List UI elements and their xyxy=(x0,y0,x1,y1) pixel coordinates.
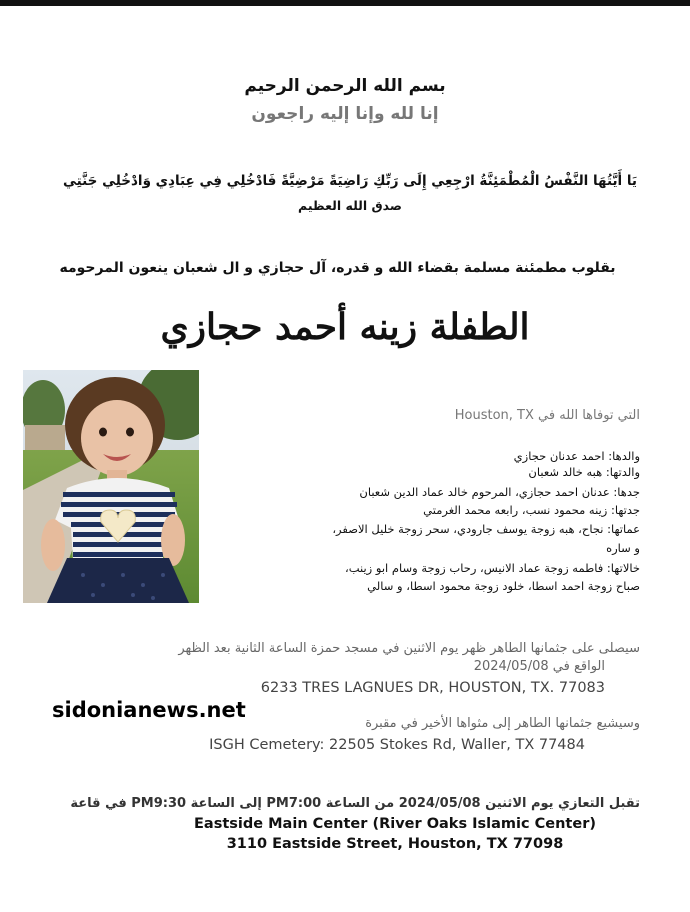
mosque-address: 6233 TRES LAGNUES DR, HOUSTON, TX. 77083 xyxy=(260,680,605,696)
died-in-line: التي توفاها الله في Houston, TX xyxy=(454,408,640,423)
condolences-line: تقبل التعازي يوم الاثنين 2024/05/08 من الساعة PM7:00 إلى الساعة PM9:30 في قاعة xyxy=(70,796,640,811)
funeral-prayer-line: سيصلى على جثمانها الطاهر ظهر يوم الاثنين في مسجد حمزة الساعة الثانية بعد الظهر xyxy=(178,641,640,656)
quran-verse: يَا أَيَّتُهَا النَّفْسُ الْمُطْمَئِنَّةُ ارْجِعِي إِلَى رَبِّكِ رَاضِيَةً مَرْضِيَّةً فَادْخُلِي فِي عِبَادِي وَادْخُلِي جَنَّتِي xyxy=(63,173,637,189)
paternal-aunts-continued: و ساره xyxy=(606,541,640,555)
maternal-aunts-continued: صباح زوجة احمد اسطا، خلود زوجة محمود اسطا، و سالي xyxy=(367,579,640,593)
child-photo xyxy=(23,370,199,603)
top-border xyxy=(0,0,690,6)
grandfathers-line: جدها: عدنان احمد حجازي، المرحوم خالد عماد الدين شعبان xyxy=(359,485,640,499)
inna-lillah-heading: إنا لله وإنا إليه راجعون xyxy=(251,104,439,124)
burial-line: وسيشيع جثمانها الطاهر إلى مثواها الأخير في مقبرة xyxy=(365,716,640,731)
basmala-heading: بسم الله الرحمن الرحيم xyxy=(244,76,446,96)
watermark-text: sidonianews.net xyxy=(52,698,246,722)
maternal-aunts-line: خالاتها: فاطمه زوجة عماد الانيس، رحاب زوجة وسام ابو زينب، xyxy=(345,561,640,575)
sadaq-allah: صدق الله العظيم xyxy=(298,198,402,213)
condolence-center-address: 3110 Eastside Street, Houston, TX 77098 xyxy=(226,836,564,852)
announcement-intro: بقلوب مطمئنة مسلمة بقضاء الله و قدره، آل حجازي و ال شعبان ينعون المرحومه xyxy=(59,260,616,276)
mother-line: والدتها: هبه خالد شعبان xyxy=(528,465,640,479)
deceased-name: الطفلة زينه أحمد حجازي xyxy=(160,306,530,348)
condolence-center-name: Eastside Main Center (River Oaks Islamic Center) xyxy=(194,816,596,832)
grandmothers-line: جدتها: زينه محمود نسب، رابعه محمد الغرمتي xyxy=(423,503,640,517)
funeral-date-line: الواقع في 2024/05/08 xyxy=(473,659,605,674)
cemetery-address: ISGH Cemetery: 22505 Stokes Rd, Waller, TX 77484 xyxy=(209,737,585,753)
father-line: والدها: احمد عدنان حجازي xyxy=(513,449,640,463)
paternal-aunts-line: عماتها: نجاح، هبه زوجة يوسف جارودي، سحر زوجة خليل الاصفر، xyxy=(332,522,640,536)
